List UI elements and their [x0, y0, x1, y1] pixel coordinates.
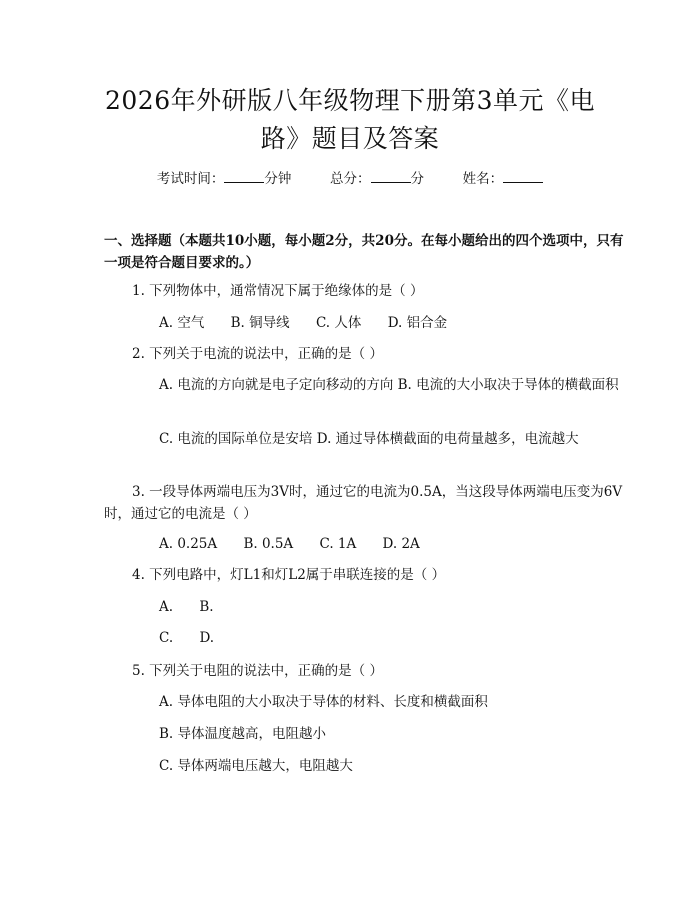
question-4: [104, 564, 624, 586]
question-stem: 4. 下列电路中，灯L1和灯L2属于串联连接的是（ ）: [132, 567, 446, 583]
option-d: D.: [199, 630, 215, 646]
score-blank: [371, 170, 411, 183]
score-label: 总分：: [330, 171, 371, 187]
name-blank: [503, 170, 543, 183]
question-4-options-row-1: [104, 596, 624, 618]
option-a: A. 空气: [159, 315, 205, 331]
option-row: [104, 596, 624, 618]
question-1: [104, 280, 624, 302]
question-stem: 5. 下列关于电阻的说法中，正确的是（ ）: [132, 663, 383, 679]
option-b: B.: [199, 599, 214, 615]
question-2-options-line-1: [104, 374, 624, 396]
question-5-option-b: [104, 723, 624, 745]
time-label: 考试时间：: [156, 171, 225, 187]
option-line: B. 导体温度越高，电阻越小: [159, 726, 327, 742]
question-stem: 3. 一段导体两端电压为3V时，通过它的电流为0.5A，当这段导体两端电压变为6V时，通过它的电流是（ ）: [104, 484, 623, 522]
question-3-options: [104, 533, 624, 555]
name-label: 姓名：: [462, 171, 504, 187]
option-d: D. 铝合金: [387, 315, 448, 331]
option-a: A.: [159, 599, 174, 615]
option-c: C. 1A: [319, 536, 357, 552]
section-heading: 一、选择题（本题共10小题，每小题2分，共20分。在每小题给出的四个选项中，只有一项是符合题目要求的。）: [104, 233, 624, 271]
question-5-option-c: [104, 755, 624, 777]
question-3: [104, 481, 624, 525]
question-2: [104, 343, 624, 365]
option-line: C. 电流的国际单位是安培 D. 通过导体横截面的电荷量越多，电流越大: [159, 431, 579, 447]
question-stem: 1. 下列物体中，通常情况下属于绝缘体的是（ ）: [132, 283, 424, 299]
option-b: B. 铜导线: [230, 315, 290, 331]
question-4-options-row-2: [104, 627, 624, 649]
question-5-option-a: [104, 691, 624, 713]
exam-meta: [0, 170, 700, 188]
option-row: [104, 312, 624, 334]
option-d: D. 2A: [382, 536, 420, 552]
option-line: C. 导体两端电压越大，电阻越大: [159, 758, 353, 774]
option-c: C. 人体: [315, 315, 362, 331]
option-b: B. 0.5A: [243, 536, 294, 552]
option-c: C.: [159, 630, 174, 646]
time-unit: 分钟: [264, 171, 292, 187]
option-a: A. 0.25A: [159, 536, 218, 552]
page-title: 2026年外研版八年级物理下册第3单元《电路》题目及答案: [104, 86, 596, 153]
question-1-options: [104, 312, 624, 334]
option-line: A. 电流的方向就是电子定向移动的方向 B. 电流的大小取决于导体的横截面积: [159, 377, 619, 393]
option-row: [104, 627, 624, 649]
time-blank: [224, 170, 264, 183]
question-2-options-line-2: [104, 428, 624, 450]
score-unit: 分: [410, 171, 424, 187]
option-line: A. 导体电阻的大小取决于导体的材料、长度和横截面积: [159, 694, 488, 710]
question-5: [104, 660, 624, 682]
option-row: [104, 533, 624, 555]
question-stem: 2. 下列关于电流的说法中，正确的是（ ）: [132, 346, 383, 362]
